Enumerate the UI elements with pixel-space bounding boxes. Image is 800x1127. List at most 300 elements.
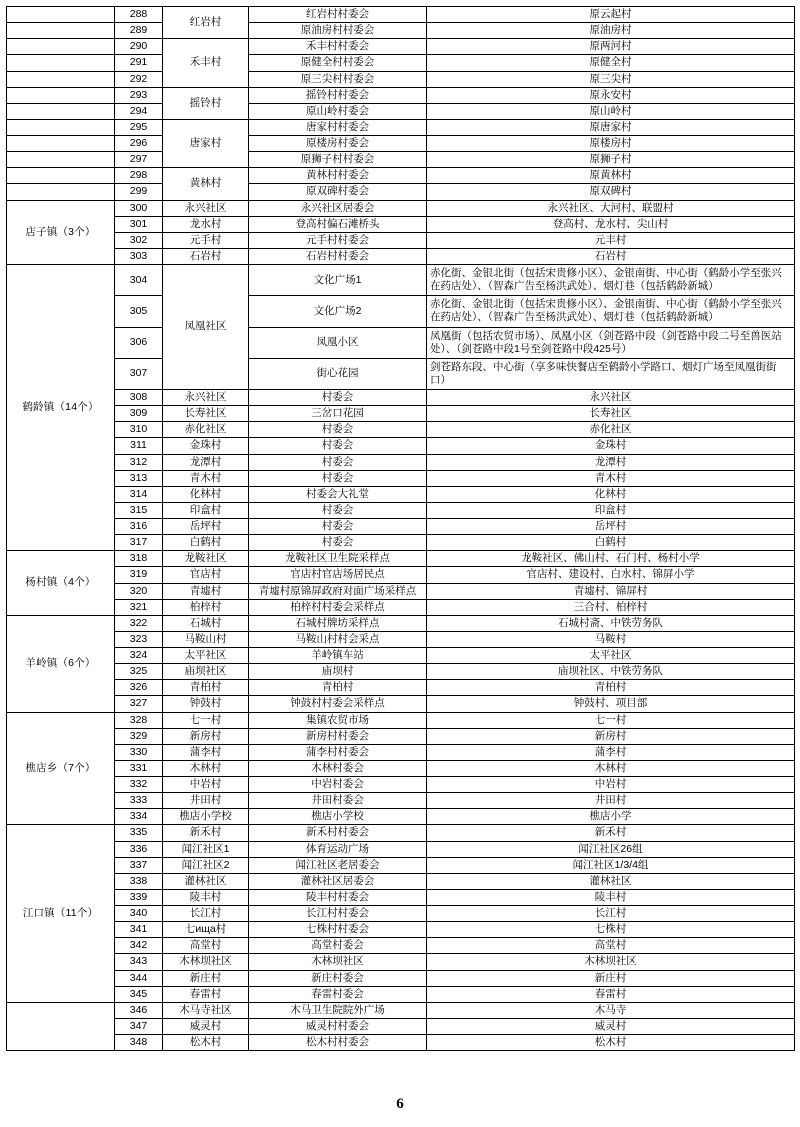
table-row <box>7 873 795 889</box>
village-cell: 威灵村 <box>163 1018 249 1034</box>
sequence-number-cell: 340 <box>115 906 163 922</box>
table-row <box>7 664 795 680</box>
sequence-number-cell: 336 <box>115 841 163 857</box>
village-cell: 太平社区 <box>163 648 249 664</box>
town-cell <box>7 55 115 71</box>
village-cell: 青木村 <box>163 470 249 486</box>
table-row <box>7 422 795 438</box>
site-cell: 三岔口花园 <box>249 406 427 422</box>
table-row <box>7 938 795 954</box>
coverage-area-cell: 原油房村 <box>427 23 795 39</box>
table-row <box>7 168 795 184</box>
sequence-number-cell: 325 <box>115 664 163 680</box>
coverage-area-cell: 闻江社区26组 <box>427 841 795 857</box>
site-cell: 体育运动广场 <box>249 841 427 857</box>
site-cell: 灌林社区居委会 <box>249 873 427 889</box>
site-cell: 集镇农贸市场 <box>249 712 427 728</box>
site-cell: 永兴社区居委会 <box>249 200 427 216</box>
coverage-area-cell: 长江村 <box>427 906 795 922</box>
sequence-number-cell: 290 <box>115 39 163 55</box>
coverage-area-cell: 新禾村 <box>427 825 795 841</box>
table-row <box>7 680 795 696</box>
site-cell: 文化广场2 <box>249 296 427 327</box>
site-cell: 村委会 <box>249 470 427 486</box>
table-row <box>7 567 795 583</box>
table-row <box>7 889 795 905</box>
table-row <box>7 136 795 152</box>
table-row <box>7 71 795 87</box>
coverage-area-cell: 威灵村 <box>427 1018 795 1034</box>
town-cell <box>7 7 115 23</box>
town-cell: 店子镇（3个） <box>7 200 115 265</box>
table-row <box>7 583 795 599</box>
sequence-number-cell: 347 <box>115 1018 163 1034</box>
village-cell: 官店村 <box>163 567 249 583</box>
coverage-area-cell: 青墟村、锦屏村 <box>427 583 795 599</box>
coverage-area-cell: 金珠村 <box>427 438 795 454</box>
village-cell: 永兴社区 <box>163 200 249 216</box>
sequence-number-cell: 342 <box>115 938 163 954</box>
sequence-number-cell: 314 <box>115 486 163 502</box>
sequence-number-cell: 315 <box>115 502 163 518</box>
sequence-number-cell: 319 <box>115 567 163 583</box>
coverage-area-cell: 原两河村 <box>427 39 795 55</box>
site-cell: 登高村偏石滩桥头 <box>249 216 427 232</box>
table-row <box>7 777 795 793</box>
site-cell: 村委会 <box>249 535 427 551</box>
coverage-area-cell: 长寿社区 <box>427 406 795 422</box>
village-cell: 长江村 <box>163 906 249 922</box>
coverage-area-cell: 新房村 <box>427 728 795 744</box>
town-cell <box>7 39 115 55</box>
village-cell: 新禾村 <box>163 825 249 841</box>
sequence-number-cell: 320 <box>115 583 163 599</box>
village-cell: 青柏村 <box>163 680 249 696</box>
table-row <box>7 232 795 248</box>
coverage-area-cell: 化林村 <box>427 486 795 502</box>
site-cell: 村委会 <box>249 454 427 470</box>
site-cell: 龙鞍社区卫生院采样点 <box>249 551 427 567</box>
village-cell: 庙坝社区 <box>163 664 249 680</box>
site-cell: 新庄村委会 <box>249 970 427 986</box>
table-row <box>7 857 795 873</box>
site-cell: 松木村村委会 <box>249 1035 427 1051</box>
table-row <box>7 216 795 232</box>
sequence-number-cell: 333 <box>115 793 163 809</box>
coverage-area-cell: 三合村、柏梓村 <box>427 599 795 615</box>
table-row <box>7 39 795 55</box>
sequence-number-cell: 301 <box>115 216 163 232</box>
village-cell: 木林村 <box>163 760 249 776</box>
coverage-area-cell: 赤化社区 <box>427 422 795 438</box>
village-cell: 青墟村 <box>163 583 249 599</box>
sequence-number-cell: 309 <box>115 406 163 422</box>
table-row <box>7 599 795 615</box>
village-cell: 钟鼓村 <box>163 696 249 712</box>
sequence-number-cell: 312 <box>115 454 163 470</box>
coverage-area-cell: 原永安村 <box>427 87 795 103</box>
sequence-number-cell: 346 <box>115 1002 163 1018</box>
sequence-number-cell: 341 <box>115 922 163 938</box>
table-row <box>7 809 795 825</box>
town-cell: 羊岭镇（6个） <box>7 615 115 712</box>
table-row <box>7 793 795 809</box>
sequence-number-cell: 335 <box>115 825 163 841</box>
sequence-number-cell: 308 <box>115 390 163 406</box>
sequence-number-cell: 305 <box>115 296 163 327</box>
village-cell: 闻江社区1 <box>163 841 249 857</box>
site-cell: 春雷村委会 <box>249 986 427 1002</box>
site-cell: 黄林村村委会 <box>249 168 427 184</box>
site-cell: 原楼房村委会 <box>249 136 427 152</box>
table-row <box>7 7 795 23</box>
table-row <box>7 744 795 760</box>
village-cell: 化林村 <box>163 486 249 502</box>
site-cell: 庙坝村 <box>249 664 427 680</box>
page-number: 6 <box>396 1096 404 1112</box>
coverage-area-cell: 七株村 <box>427 922 795 938</box>
table-row <box>7 631 795 647</box>
table-row <box>7 519 795 535</box>
table-row <box>7 470 795 486</box>
table-row <box>7 551 795 567</box>
coverage-area-cell: 陵丰村 <box>427 889 795 905</box>
site-cell: 中岩村委会 <box>249 777 427 793</box>
site-cell: 高堂村委会 <box>249 938 427 954</box>
sequence-number-cell: 304 <box>115 265 163 296</box>
table-row <box>7 1035 795 1051</box>
village-cell: 永兴社区 <box>163 390 249 406</box>
site-cell: 新房村村委会 <box>249 728 427 744</box>
coverage-area-cell: 岳坪村 <box>427 519 795 535</box>
coverage-area-cell: 原黄林村 <box>427 168 795 184</box>
sequence-number-cell: 330 <box>115 744 163 760</box>
site-cell: 青墟村原锦屏政府对面广场采样点 <box>249 583 427 599</box>
table-row <box>7 55 795 71</box>
village-cell: 陵丰村 <box>163 889 249 905</box>
sequence-number-cell: 307 <box>115 358 163 389</box>
coverage-area-cell: 凤凰街（包括农贸市场）、凤凰小区（剑苍路中段（剑苍路中段二号至兽医站处）、（剑苍路中段1号至剑苍路中段425号） <box>427 327 795 358</box>
sequence-number-cell: 302 <box>115 232 163 248</box>
site-cell: 原山岭村委会 <box>249 103 427 119</box>
table-row <box>7 358 795 389</box>
coverage-area-cell: 石城村斋、中铁劳务队 <box>427 615 795 631</box>
table-row <box>7 696 795 712</box>
coverage-area-cell: 原健全村 <box>427 55 795 71</box>
coverage-area-cell: 白鹤村 <box>427 535 795 551</box>
table-row <box>7 23 795 39</box>
sequence-number-cell: 348 <box>115 1035 163 1051</box>
coverage-area-cell: 剑苍路东段、中心街（享多味快餐店至鹤龄小学路口、烟灯广场至凤凰街街口） <box>427 358 795 389</box>
coverage-area-cell: 原楼房村 <box>427 136 795 152</box>
site-cell: 村委会 <box>249 438 427 454</box>
village-cell: 龙水村 <box>163 216 249 232</box>
table-row <box>7 954 795 970</box>
site-cell: 青柏村 <box>249 680 427 696</box>
table-row <box>7 87 795 103</box>
sequence-number-cell: 311 <box>115 438 163 454</box>
sequence-number-cell: 331 <box>115 760 163 776</box>
site-cell: 蒲李村村委会 <box>249 744 427 760</box>
sequence-number-cell: 300 <box>115 200 163 216</box>
coverage-area-cell: 松木村 <box>427 1035 795 1051</box>
site-cell: 威灵村村委会 <box>249 1018 427 1034</box>
site-cell: 官店村官店场居民点 <box>249 567 427 583</box>
table-row <box>7 486 795 502</box>
site-cell: 柏梓村村委会采样点 <box>249 599 427 615</box>
table-row <box>7 825 795 841</box>
table-row <box>7 760 795 776</box>
village-cell: 摇铃村 <box>163 87 249 119</box>
sequence-number-cell: 339 <box>115 889 163 905</box>
coverage-area-cell: 木林坝社区 <box>427 954 795 970</box>
sequence-number-cell: 318 <box>115 551 163 567</box>
sequence-number-cell: 289 <box>115 23 163 39</box>
table-row <box>7 970 795 986</box>
site-cell: 原狮子村村委会 <box>249 152 427 168</box>
village-cell: 岳坪村 <box>163 519 249 535</box>
sequence-number-cell: 343 <box>115 954 163 970</box>
sequence-number-cell: 299 <box>115 184 163 200</box>
town-cell <box>7 119 115 135</box>
coverage-area-cell: 原三尖村 <box>427 71 795 87</box>
table-row <box>7 1018 795 1034</box>
sequence-number-cell: 345 <box>115 986 163 1002</box>
coverage-area-cell: 原双碑村 <box>427 184 795 200</box>
village-cell: 蒲李村 <box>163 744 249 760</box>
site-cell: 文化广场1 <box>249 265 427 296</box>
coverage-area-cell: 井田村 <box>427 793 795 809</box>
town-cell: 杨村镇（4个） <box>7 551 115 616</box>
table-row <box>7 265 795 296</box>
village-cell: 柏梓村 <box>163 599 249 615</box>
site-cell: 井田村委会 <box>249 793 427 809</box>
sequence-number-cell: 297 <box>115 152 163 168</box>
coverage-area-cell: 赤化街、金银北街（包括宋贵修小区）、金银南街、中心街（鹤龄小学至张兴在药店处）、（智森广告至杨洪武处）、烟灯巷（包括鹤龄新城） <box>427 265 795 296</box>
coverage-area-cell: 木林村 <box>427 760 795 776</box>
coverage-area-cell: 元丰村 <box>427 232 795 248</box>
town-cell <box>7 184 115 200</box>
site-cell: 元手村村委会 <box>249 232 427 248</box>
site-cell: 石岩村村委会 <box>249 248 427 264</box>
sequence-number-cell: 313 <box>115 470 163 486</box>
site-cell: 木林村委会 <box>249 760 427 776</box>
town-cell <box>7 168 115 184</box>
site-cell: 村委会 <box>249 502 427 518</box>
village-cell: 中岩村 <box>163 777 249 793</box>
sequence-number-cell: 292 <box>115 71 163 87</box>
village-cell: 凤凰社区 <box>163 265 249 390</box>
village-cell: 井田村 <box>163 793 249 809</box>
sequence-number-cell: 326 <box>115 680 163 696</box>
table-row <box>7 841 795 857</box>
town-cell <box>7 23 115 39</box>
coverage-area-cell: 官店村、建设村、白水村、锦屏小学 <box>427 567 795 583</box>
village-cell: 元手村 <box>163 232 249 248</box>
town-cell: 樵店乡（7个） <box>7 712 115 825</box>
sequence-number-cell: 329 <box>115 728 163 744</box>
table-row <box>7 454 795 470</box>
site-cell: 村委会 <box>249 390 427 406</box>
coverage-area-cell: 石岩村 <box>427 248 795 264</box>
village-cell: 春雷村 <box>163 986 249 1002</box>
coverage-area-cell: 原狮子村 <box>427 152 795 168</box>
sequence-number-cell: 293 <box>115 87 163 103</box>
table-row <box>7 648 795 664</box>
site-cell: 凤凰小区 <box>249 327 427 358</box>
sequence-number-cell: 324 <box>115 648 163 664</box>
coverage-area-cell: 原唐家村 <box>427 119 795 135</box>
table-row <box>7 200 795 216</box>
sequence-number-cell: 322 <box>115 615 163 631</box>
site-cell: 马鞍山村村会采点 <box>249 631 427 647</box>
village-cell: 黄林村 <box>163 168 249 200</box>
coverage-area-cell: 永兴社区 <box>427 390 795 406</box>
site-cell: 街心花园 <box>249 358 427 389</box>
sequence-number-cell: 344 <box>115 970 163 986</box>
village-cell: 白鹤村 <box>163 535 249 551</box>
table-row <box>7 390 795 406</box>
village-cell: 七ища村 <box>163 922 249 938</box>
sequence-number-cell: 323 <box>115 631 163 647</box>
site-cell: 原双碑村委会 <box>249 184 427 200</box>
table-row <box>7 986 795 1002</box>
town-cell <box>7 152 115 168</box>
table-row <box>7 248 795 264</box>
site-cell: 七株村村委会 <box>249 922 427 938</box>
town-cell: 鹤龄镇（14个） <box>7 265 115 551</box>
site-cell: 村委会 <box>249 519 427 535</box>
coverage-area-cell: 中岩村 <box>427 777 795 793</box>
sequence-number-cell: 328 <box>115 712 163 728</box>
town-cell <box>7 136 115 152</box>
coverage-area-cell: 赤化街、金银北街（包括宋贵修小区）、金银南街、中心街（鹤龄小学至张兴在药店处）、（智森广告至杨洪武处）、烟灯巷（包括鹤龄新城） <box>427 296 795 327</box>
village-cell: 灌林社区 <box>163 873 249 889</box>
table-row <box>7 502 795 518</box>
town-cell <box>7 103 115 119</box>
site-cell: 木马卫生院院外广场 <box>249 1002 427 1018</box>
village-cell: 龙鞍社区 <box>163 551 249 567</box>
table-row <box>7 906 795 922</box>
village-cell: 木马寺社区 <box>163 1002 249 1018</box>
village-cell: 石城村 <box>163 615 249 631</box>
coverage-area-cell: 庙坝社区、中铁劳务队 <box>427 664 795 680</box>
site-cell: 钟鼓村村委会采样点 <box>249 696 427 712</box>
table-row <box>7 615 795 631</box>
town-cell <box>7 71 115 87</box>
coverage-area-cell: 新庄村 <box>427 970 795 986</box>
site-cell: 闻江社区老居委会 <box>249 857 427 873</box>
table-row <box>7 103 795 119</box>
sequence-number-cell: 321 <box>115 599 163 615</box>
table-row <box>7 152 795 168</box>
coverage-area-cell: 原山岭村 <box>427 103 795 119</box>
village-cell: 木林坝社区 <box>163 954 249 970</box>
coverage-area-cell: 高堂村 <box>427 938 795 954</box>
town-cell: 江口镇（11个） <box>7 825 115 1002</box>
village-cell: 赤化社区 <box>163 422 249 438</box>
sequence-number-cell: 337 <box>115 857 163 873</box>
table-row <box>7 1002 795 1018</box>
village-cell: 松木村 <box>163 1035 249 1051</box>
coverage-area-cell: 钟鼓村、项目部 <box>427 696 795 712</box>
sequence-number-cell: 291 <box>115 55 163 71</box>
site-cell: 陵丰村村委会 <box>249 889 427 905</box>
table-row <box>7 119 795 135</box>
site-cell: 摇铃村村委会 <box>249 87 427 103</box>
table-body <box>7 7 795 1051</box>
village-cell: 唐家村 <box>163 119 249 167</box>
site-cell: 木林坝社区 <box>249 954 427 970</box>
site-cell: 新禾村村委会 <box>249 825 427 841</box>
table-row <box>7 728 795 744</box>
village-cell: 高堂村 <box>163 938 249 954</box>
village-cell: 新房村 <box>163 728 249 744</box>
sequence-number-cell: 338 <box>115 873 163 889</box>
village-cell: 金珠村 <box>163 438 249 454</box>
site-cell: 羊岭镇车站 <box>249 648 427 664</box>
sequence-number-cell: 332 <box>115 777 163 793</box>
site-cell: 原三尖村村委会 <box>249 71 427 87</box>
site-cell: 唐家村村委会 <box>249 119 427 135</box>
village-cell: 樵店小学校 <box>163 809 249 825</box>
table-row <box>7 438 795 454</box>
site-cell: 红岩村村委会 <box>249 7 427 23</box>
site-cell: 村委会 <box>249 422 427 438</box>
site-cell: 原油房村村委会 <box>249 23 427 39</box>
village-cell: 石岩村 <box>163 248 249 264</box>
table-row <box>7 406 795 422</box>
site-cell: 禾丰村村委会 <box>249 39 427 55</box>
table-row <box>7 327 795 358</box>
village-cell: 禾丰村 <box>163 39 249 87</box>
sequence-number-cell: 296 <box>115 136 163 152</box>
sequence-number-cell: 317 <box>115 535 163 551</box>
town-cell <box>7 1002 115 1050</box>
coverage-area-cell: 青柏村 <box>427 680 795 696</box>
site-cell: 石城村牌坊采样点 <box>249 615 427 631</box>
coverage-area-cell: 春雷村 <box>427 986 795 1002</box>
sequence-number-cell: 288 <box>115 7 163 23</box>
sequence-number-cell: 295 <box>115 119 163 135</box>
coverage-area-cell: 马鞍村 <box>427 631 795 647</box>
sequence-number-cell: 316 <box>115 519 163 535</box>
town-cell <box>7 87 115 103</box>
coverage-area-cell: 龙潭村 <box>427 454 795 470</box>
table-row <box>7 922 795 938</box>
coverage-area-cell: 蒲李村 <box>427 744 795 760</box>
village-cell: 印盒村 <box>163 502 249 518</box>
villages-table <box>6 6 795 1051</box>
site-cell: 原健全村村委会 <box>249 55 427 71</box>
sequence-number-cell: 294 <box>115 103 163 119</box>
village-cell: 七一村 <box>163 712 249 728</box>
sequence-number-cell: 298 <box>115 168 163 184</box>
village-cell: 新庄村 <box>163 970 249 986</box>
coverage-area-cell: 永兴社区、大河村、联盟村 <box>427 200 795 216</box>
sequence-number-cell: 303 <box>115 248 163 264</box>
sequence-number-cell: 334 <box>115 809 163 825</box>
coverage-area-cell: 原云起村 <box>427 7 795 23</box>
coverage-area-cell: 闻江社区1/3/4组 <box>427 857 795 873</box>
sequence-number-cell: 306 <box>115 327 163 358</box>
coverage-area-cell: 青木村 <box>427 470 795 486</box>
site-cell: 长江村村委会 <box>249 906 427 922</box>
coverage-area-cell: 木马寺 <box>427 1002 795 1018</box>
site-cell: 村委会大礼堂 <box>249 486 427 502</box>
table-row <box>7 296 795 327</box>
table-row <box>7 712 795 728</box>
